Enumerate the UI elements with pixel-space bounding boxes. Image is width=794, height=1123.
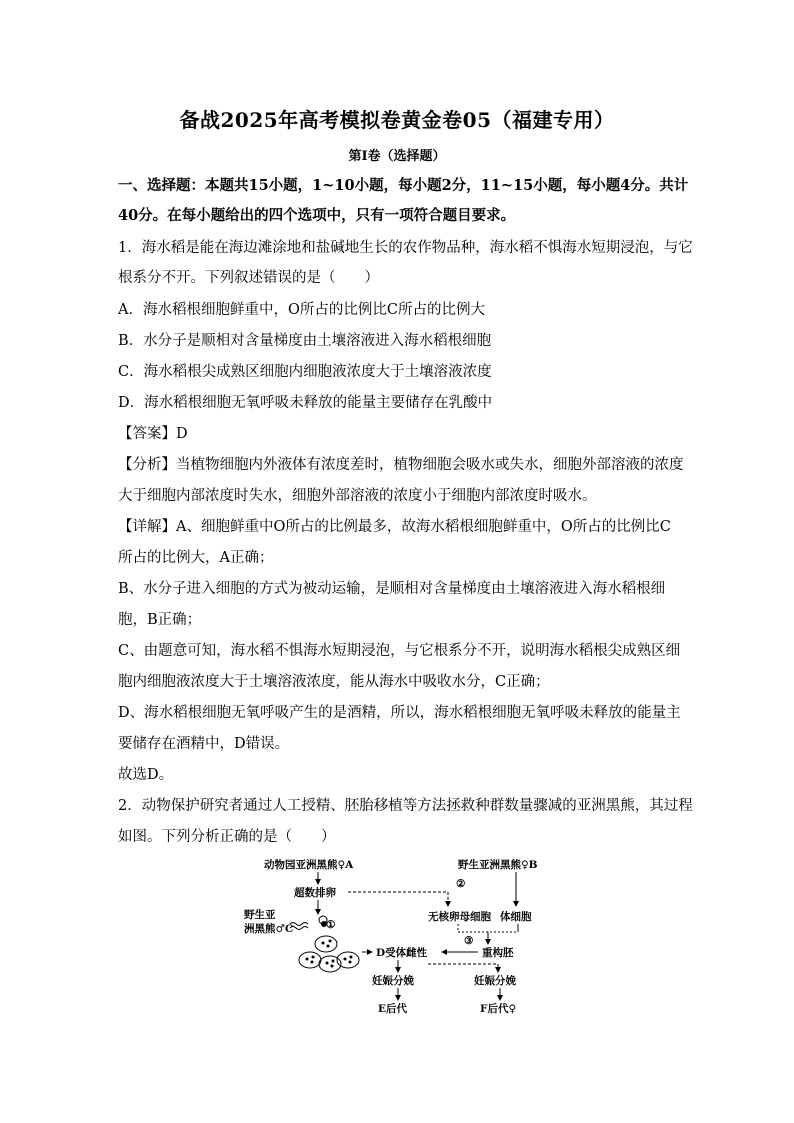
detail-line: 胞内细胞液浓度大于土壤溶液浓度，能从海水中吸收水分，C正确；	[118, 674, 550, 690]
reconstructed-embryo-label: 重构胚	[482, 947, 514, 959]
zoo-bear-label: 动物园亚洲黑熊♀A	[264, 859, 354, 871]
recipient-label: D受体雌性	[376, 947, 428, 959]
option-b: B．水分子是顺相对含量梯度由土壤溶液进入海水稻根细胞	[118, 333, 492, 349]
analysis-line: 【分析】当植物细胞内外液体有浓度差时，植物细胞会吸水或失水，细胞外部溶液的浓度	[118, 457, 684, 473]
question-stem: 根系分不开。下列叙述错误的是（ ）	[118, 270, 379, 286]
question-stem: 如图。下列分析正确的是（ ）	[118, 829, 336, 845]
section-subtitle: 第I卷（选择题）	[348, 149, 446, 164]
wild-bear-c-label: 野生亚	[244, 909, 276, 921]
enucleated-egg-label: 无核卵母细胞	[428, 911, 491, 923]
detail-line: C、由题意可知，海水稻不惧海水短期浸泡，与它根系分不开，说明海水稻根尖成熟区细	[118, 643, 681, 659]
conclusion-line: 故选D。	[118, 767, 174, 783]
question-stem: 2．动物保护研究者通过人工授精、胚胎移植等方法拯救种群数量骤减的亚洲黑熊，其过程	[118, 798, 693, 814]
embryo-icon	[315, 936, 337, 952]
detail-line: 所占的比例大，A正确；	[118, 550, 274, 566]
wild-bear-c-label: 洲黑熊♂C	[244, 923, 294, 935]
step-1-label: ①	[326, 919, 336, 931]
option-a: A．海水稻根细胞鲜重中，O所占的比例比C所占的比例大	[118, 302, 485, 318]
somatic-cell-label: 体细胞	[500, 911, 532, 923]
detail-line: 【详解】A、细胞鲜重中O所占的比例最多，故海水稻根细胞鲜重中，O所占的比例比C	[118, 519, 671, 535]
offspring-e-label: E后代	[378, 1003, 408, 1015]
detail-line: D、海水稻根细胞无氧呼吸产生的是酒精，所以，海水稻根细胞无氧呼吸未释放的能量主	[118, 705, 681, 721]
wild-bear-b-label: 野生亚洲黑熊♀B	[458, 859, 538, 871]
step-2-label: ②	[456, 878, 466, 890]
step-3-label: ③	[464, 935, 474, 947]
birth-left-label: 妊娠分娩	[372, 975, 414, 987]
page-title: 备战2025年高考模拟卷黄金卷05（福建专用）	[179, 108, 615, 132]
analysis-line: 大于细胞内部浓度时失水，细胞外部溶液的浓度小于细胞内部浓度时吸水。	[118, 488, 597, 504]
section-intro-line: 40分。在每小题给出的四个选项中，只有一项符合题目要求。	[118, 207, 516, 224]
embryo-icon	[337, 952, 359, 968]
process-diagram	[238, 852, 568, 1022]
birth-right-label: 妊娠分娩	[474, 975, 516, 987]
embryo-icon	[299, 952, 321, 968]
offspring-f-label: F后代♀	[480, 1003, 517, 1015]
section-intro-line: 一、选择题：本题共15小题，1~10小题，每小题2分，11~15小题，每小题4分。共计	[118, 177, 689, 194]
detail-line: 胞，B正确；	[118, 612, 202, 628]
option-c: C．海水稻根尖成熟区细胞内细胞液浓度大于土壤溶液浓度	[118, 364, 492, 380]
answer-line: 【答案】D	[118, 426, 188, 442]
question-stem: 1．海水稻是能在海边滩涂地和盐碱地生长的农作物品种，海水稻不惧海水短期浸泡，与它	[118, 240, 693, 256]
option-d: D．海水稻根细胞无氧呼吸未释放的能量主要储存在乳酸中	[118, 395, 493, 411]
superovulation-label: 超数排卵	[294, 887, 336, 899]
detail-line: B、水分子进入细胞的方式为被动运输，是顺相对含量梯度由土壤溶液进入海水稻根细	[118, 581, 666, 597]
detail-line: 要储存在酒精中，D错误。	[118, 736, 290, 752]
